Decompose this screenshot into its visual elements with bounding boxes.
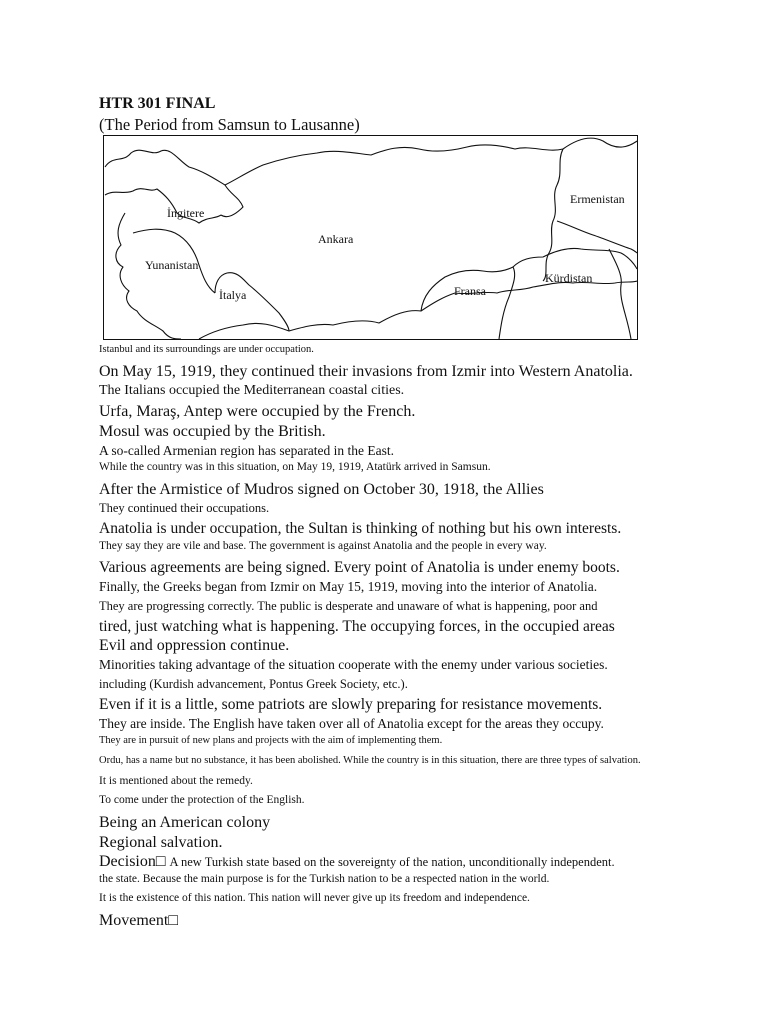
text-line: the state. Because the main purpose is for the Turkish nation to be a respected nation in the world. [99, 873, 550, 885]
text-line: Istanbul and its surroundings are under occupation. [99, 344, 314, 355]
text-line: It is mentioned about the remedy. [99, 775, 253, 787]
text-line: On May 15, 1919, they continued their invasions from Izmir into Western Anatolia. [99, 363, 633, 380]
map-label-kurdistan: Kürdistan [545, 271, 593, 285]
text-line: Evil and oppression continue. [99, 637, 290, 654]
map-label-ankara: Ankara [318, 232, 354, 246]
text-line: They continued their occupations. [99, 501, 270, 515]
occupation-map [103, 135, 638, 340]
text-line: After the Armistice of Mudros signed on October 30, 1918, the Allies [99, 481, 544, 498]
decision-label: Decision [99, 853, 156, 870]
text-line: Even if it is a little, some patriots are slowly preparing for resistance movements. [99, 696, 603, 713]
missing-glyph-icon: □ [168, 912, 178, 929]
text-line: Anatolia is under occupation, the Sultan is thinking of nothing but his own interests. [99, 520, 622, 537]
text-line: Ordu, has a name but no substance, it has been abolished. While the country is in this situation, there are three types of salvation. [99, 755, 641, 766]
decision-line [99, 853, 615, 871]
text-line: Finally, the Greeks began from Izmir on May 15, 1919, moving into the interior of Anatolia. [99, 579, 598, 594]
text-line: They are progressing correctly. The public is desperate and unaware of what is happening, poor and [99, 599, 598, 613]
text-line: Being an American colony [99, 814, 271, 831]
text-line: tired, just watching what is happening. The occupying forces, in the occupied areas [99, 618, 615, 635]
text-line: Regional salvation. [99, 834, 223, 851]
map-label-yunanistan: Yunanistan [145, 258, 199, 272]
text-line: They are in pursuit of new plans and projects with the aim of implementing them. [99, 735, 443, 746]
document-title: HTR 301 FINAL [99, 95, 216, 112]
text-line: A new Turkish state based on the sovereignty of the nation, unconditionally independent. [169, 855, 615, 869]
text-line: While the country was in this situation, on May 19, 1919, Atatürk arrived in Samsun. [99, 461, 491, 473]
text-line: Mosul was occupied by the British. [99, 423, 326, 440]
text-line: Various agreements are being signed. Every point of Anatolia is under enemy boots. [99, 559, 620, 576]
text-line: Minorities taking advantage of the situation cooperate with the enemy under various societies. [99, 657, 608, 672]
map-label-ingiltere: İngitere [167, 206, 205, 220]
map-frame [104, 136, 638, 340]
movement-label: Movement [99, 912, 169, 929]
text-line: Urfa, Maraş, Antep were occupied by the French. [99, 403, 416, 420]
text-line: The Italians occupied the Mediterranean coastal cities. [99, 383, 405, 398]
movement-line [99, 912, 178, 930]
map-label-ermenistan: Ermenistan [570, 192, 625, 206]
map-label-fransa: Fransa [454, 284, 486, 298]
map-label-italya: İtalya [219, 288, 247, 302]
text-line: including (Kurdish advancement, Pontus Greek Society, etc.). [99, 677, 408, 691]
text-line: They say they are vile and base. The government is against Anatolia and the people in every way. [99, 540, 547, 552]
text-line: It is the existence of this nation. This nation will never give up its freedom and independence. [99, 892, 530, 904]
document-subtitle: (The Period from Samsun to Lausanne) [99, 115, 360, 134]
text-line: A so-called Armenian region has separated in the East. [99, 443, 395, 458]
text-line: To come under the protection of the English. [99, 794, 305, 806]
missing-glyph-icon: □ [155, 853, 166, 870]
text-line: They are inside. The English have taken over all of Anatolia except for the areas they occupy. [99, 716, 604, 731]
